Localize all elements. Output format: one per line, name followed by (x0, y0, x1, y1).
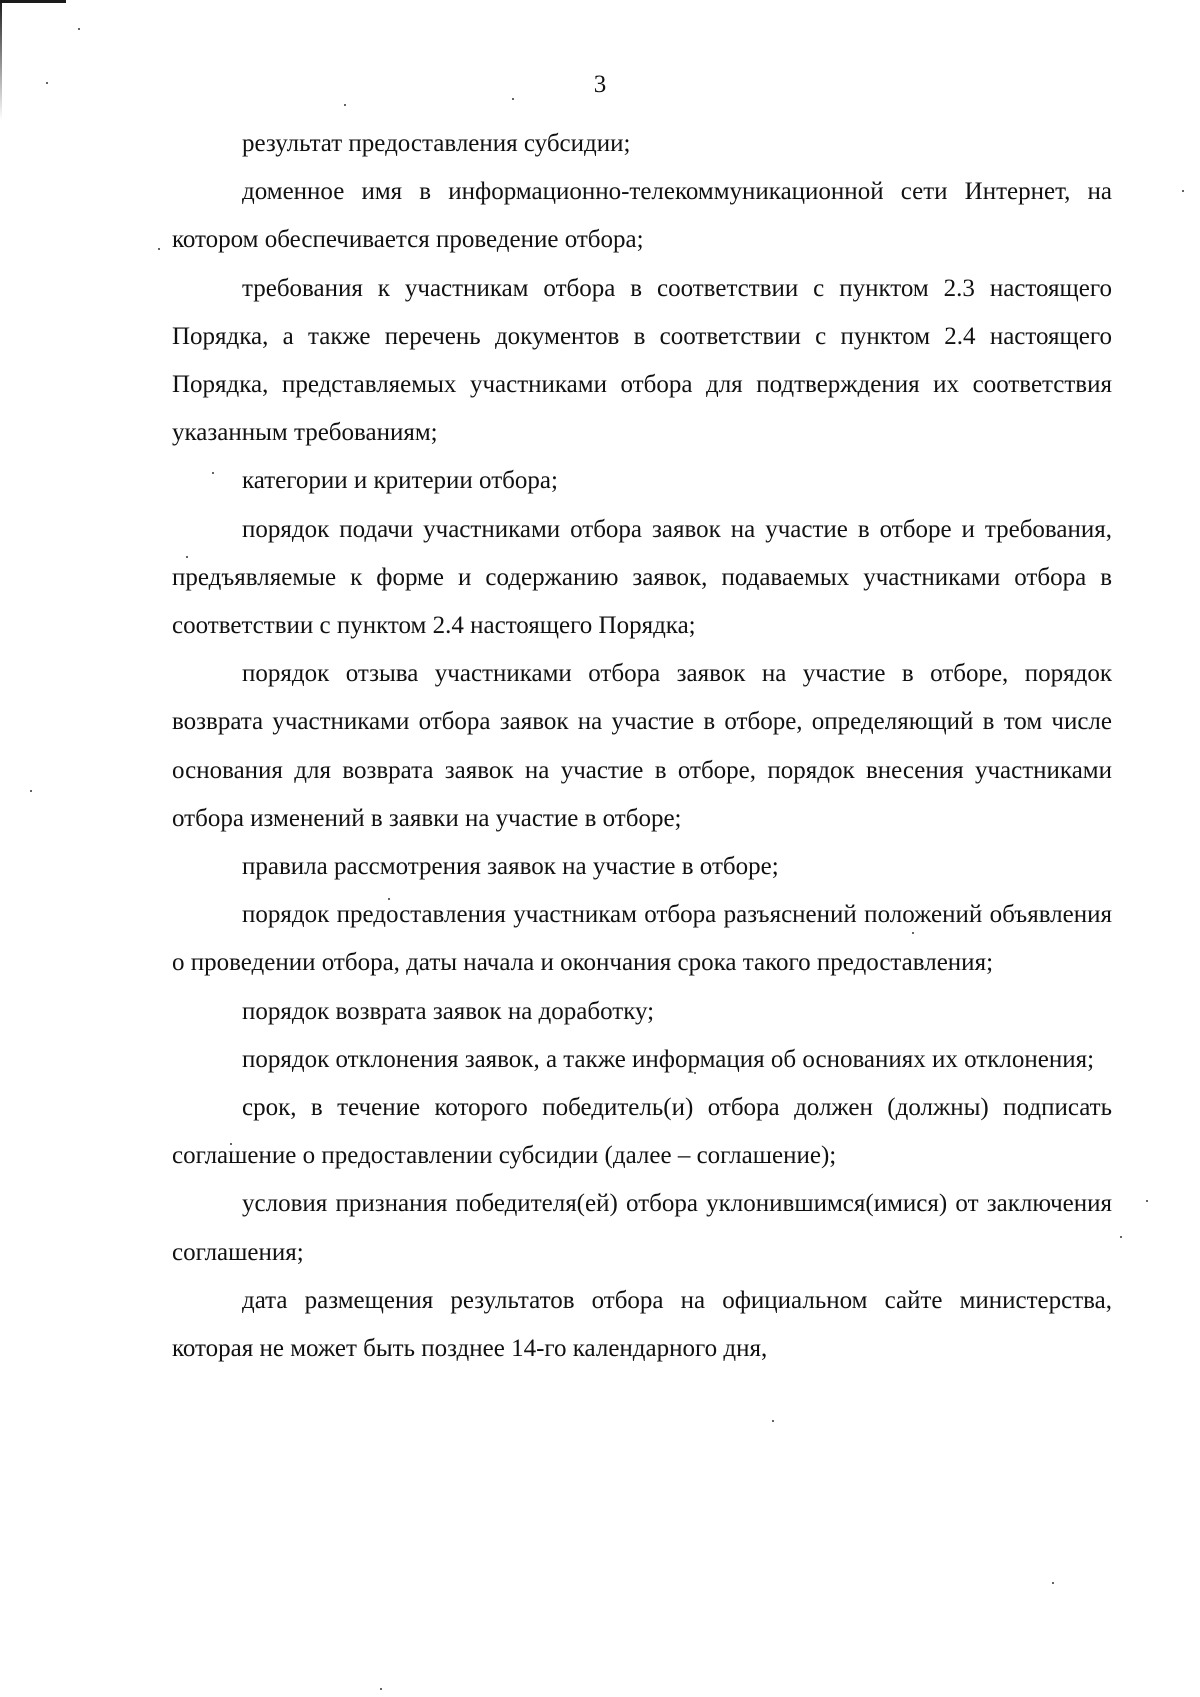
paragraph-agreement-deadline: срок, в течение которого победитель(и) отбора должен (должны) подписать соглашение о предоставлении субсидии (далее – соглашение); (172, 1094, 1112, 1170)
paragraph-results-publication-date: дата размещения результатов отбора на официальном сайте министерства, которая не может быть позднее 14-го календарного дня, (172, 1286, 1112, 1363)
paragraph-participant-requirements: требования к участникам отбора в соответствии с пунктом 2.3 настоящего Порядка, а также перечень документов в соответствии с пунктом 2.4 настоящего Порядка, представляемых участниками отбора для подтверждения их соответствия указанным требованиям; (172, 274, 1112, 447)
paragraph-selection-criteria: категории и критерии отбора; (242, 467, 558, 495)
paragraph-application-withdrawal: порядок отзыва участниками отбора заявок на участие в отборе, порядок возврата участниками отбора заявок на участие в отборе, определяющий в том числе основания для возврата заявок на участие в отборе, порядок внесения участниками отбора изменений в заявки на участие в отборе; (172, 660, 1112, 832)
scan-speck (30, 790, 32, 792)
scan-speck (1182, 190, 1184, 192)
scan-speck (1146, 1200, 1148, 1202)
paragraph-application-submission: порядок подачи участниками отбора заявок на участие в отборе и требования, предъявляемые к форме и содержанию заявок, подаваемых участниками отбора в соответствии с пунктом 2.4 настоящего Порядка; (172, 515, 1112, 640)
scan-border-mark (0, 0, 66, 3)
paragraph-subsidy-result: результат предоставления субсидии; (242, 130, 631, 157)
scan-speck (772, 1420, 774, 1422)
document-body (172, 120, 1112, 1373)
paragraph-rejection: порядок отклонения заявок, а также информация об основаниях их отклонения; (242, 1045, 1095, 1073)
scan-speck (78, 28, 80, 30)
paragraph-winner-evasion: условия признания победителя(ей) отбора уклонившимся(имися) от заключения соглашения; (172, 1190, 1112, 1266)
scan-speck (158, 248, 160, 250)
paragraph-return-for-revision: порядок возврата заявок на доработку; (242, 997, 655, 1025)
scan-speck (1052, 1582, 1054, 1584)
scan-edge-mark (0, 0, 2, 120)
scan-speck (380, 1688, 382, 1690)
paragraph-clarifications: порядок предоставления участникам отбора разъяснений положений объявления о проведении отбора, даты начала и окончания срока такого предоставления; (172, 901, 1112, 977)
paragraph-review-rules: правила рассмотрения заявок на участие в отборе; (242, 853, 779, 881)
paragraph-domain-name: доменное имя в информационно-телекоммуникационной сети Интернет, на котором обеспечивается проведение отбора; (172, 178, 1112, 254)
scan-speck (1120, 1236, 1122, 1238)
page-number: 3 (593, 71, 607, 98)
scan-speck (344, 104, 346, 106)
